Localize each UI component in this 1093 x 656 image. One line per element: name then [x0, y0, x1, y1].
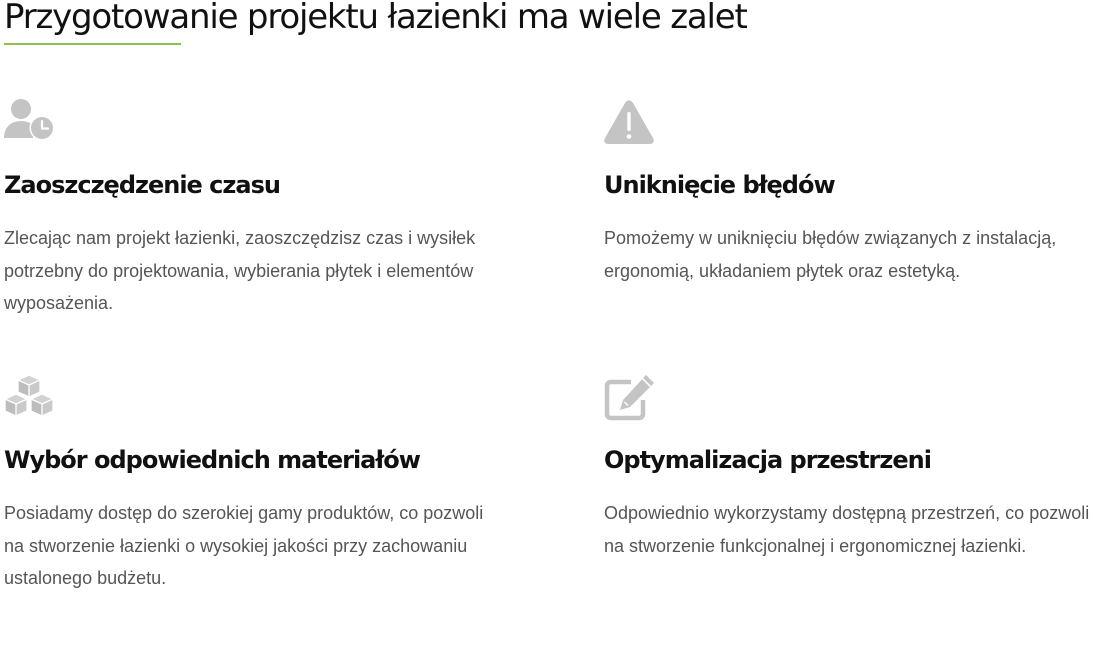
feature-title: Optymalizacja przestrzeni — [604, 446, 931, 474]
feature-description: Posiadamy dostęp do szerokiej gamy produktów, co pozwoli na stworzenie łazienki o wysokiej jakości przy zachowaniu ustalonego budżetu. — [4, 503, 484, 588]
cubes-icon — [4, 373, 56, 421]
feature-title: Wybór odpowiednich materiałów — [4, 446, 420, 474]
feature-title: Zaoszczędzenie czasu — [4, 171, 280, 199]
feature-description: Zlecając nam projekt łazienki, zaoszczędzisz czas i wysiłek potrzebny do projektowania, wybierania płytek i elementów wyposażenia. — [4, 228, 476, 313]
feature-title: Uniknięcie błędów — [604, 171, 835, 199]
feature-description: Odpowiednio wykorzystamy dostępną przestrzeń, co pozwoli na stworzenie funkcjonalnej i ergonomicznej łazienki. — [604, 503, 1090, 556]
user-clock-icon — [4, 98, 56, 146]
section-title: Przygotowanie projektu łazienki ma wiele zalet — [4, 0, 747, 37]
warning-triangle-icon — [604, 98, 656, 146]
feature-description: Pomożemy w uniknięciu błędów związanych z instalacją, ergonomią, układaniem płytek oraz estetyką. — [604, 228, 1057, 281]
edit-icon — [604, 373, 656, 421]
title-underline — [4, 43, 181, 45]
